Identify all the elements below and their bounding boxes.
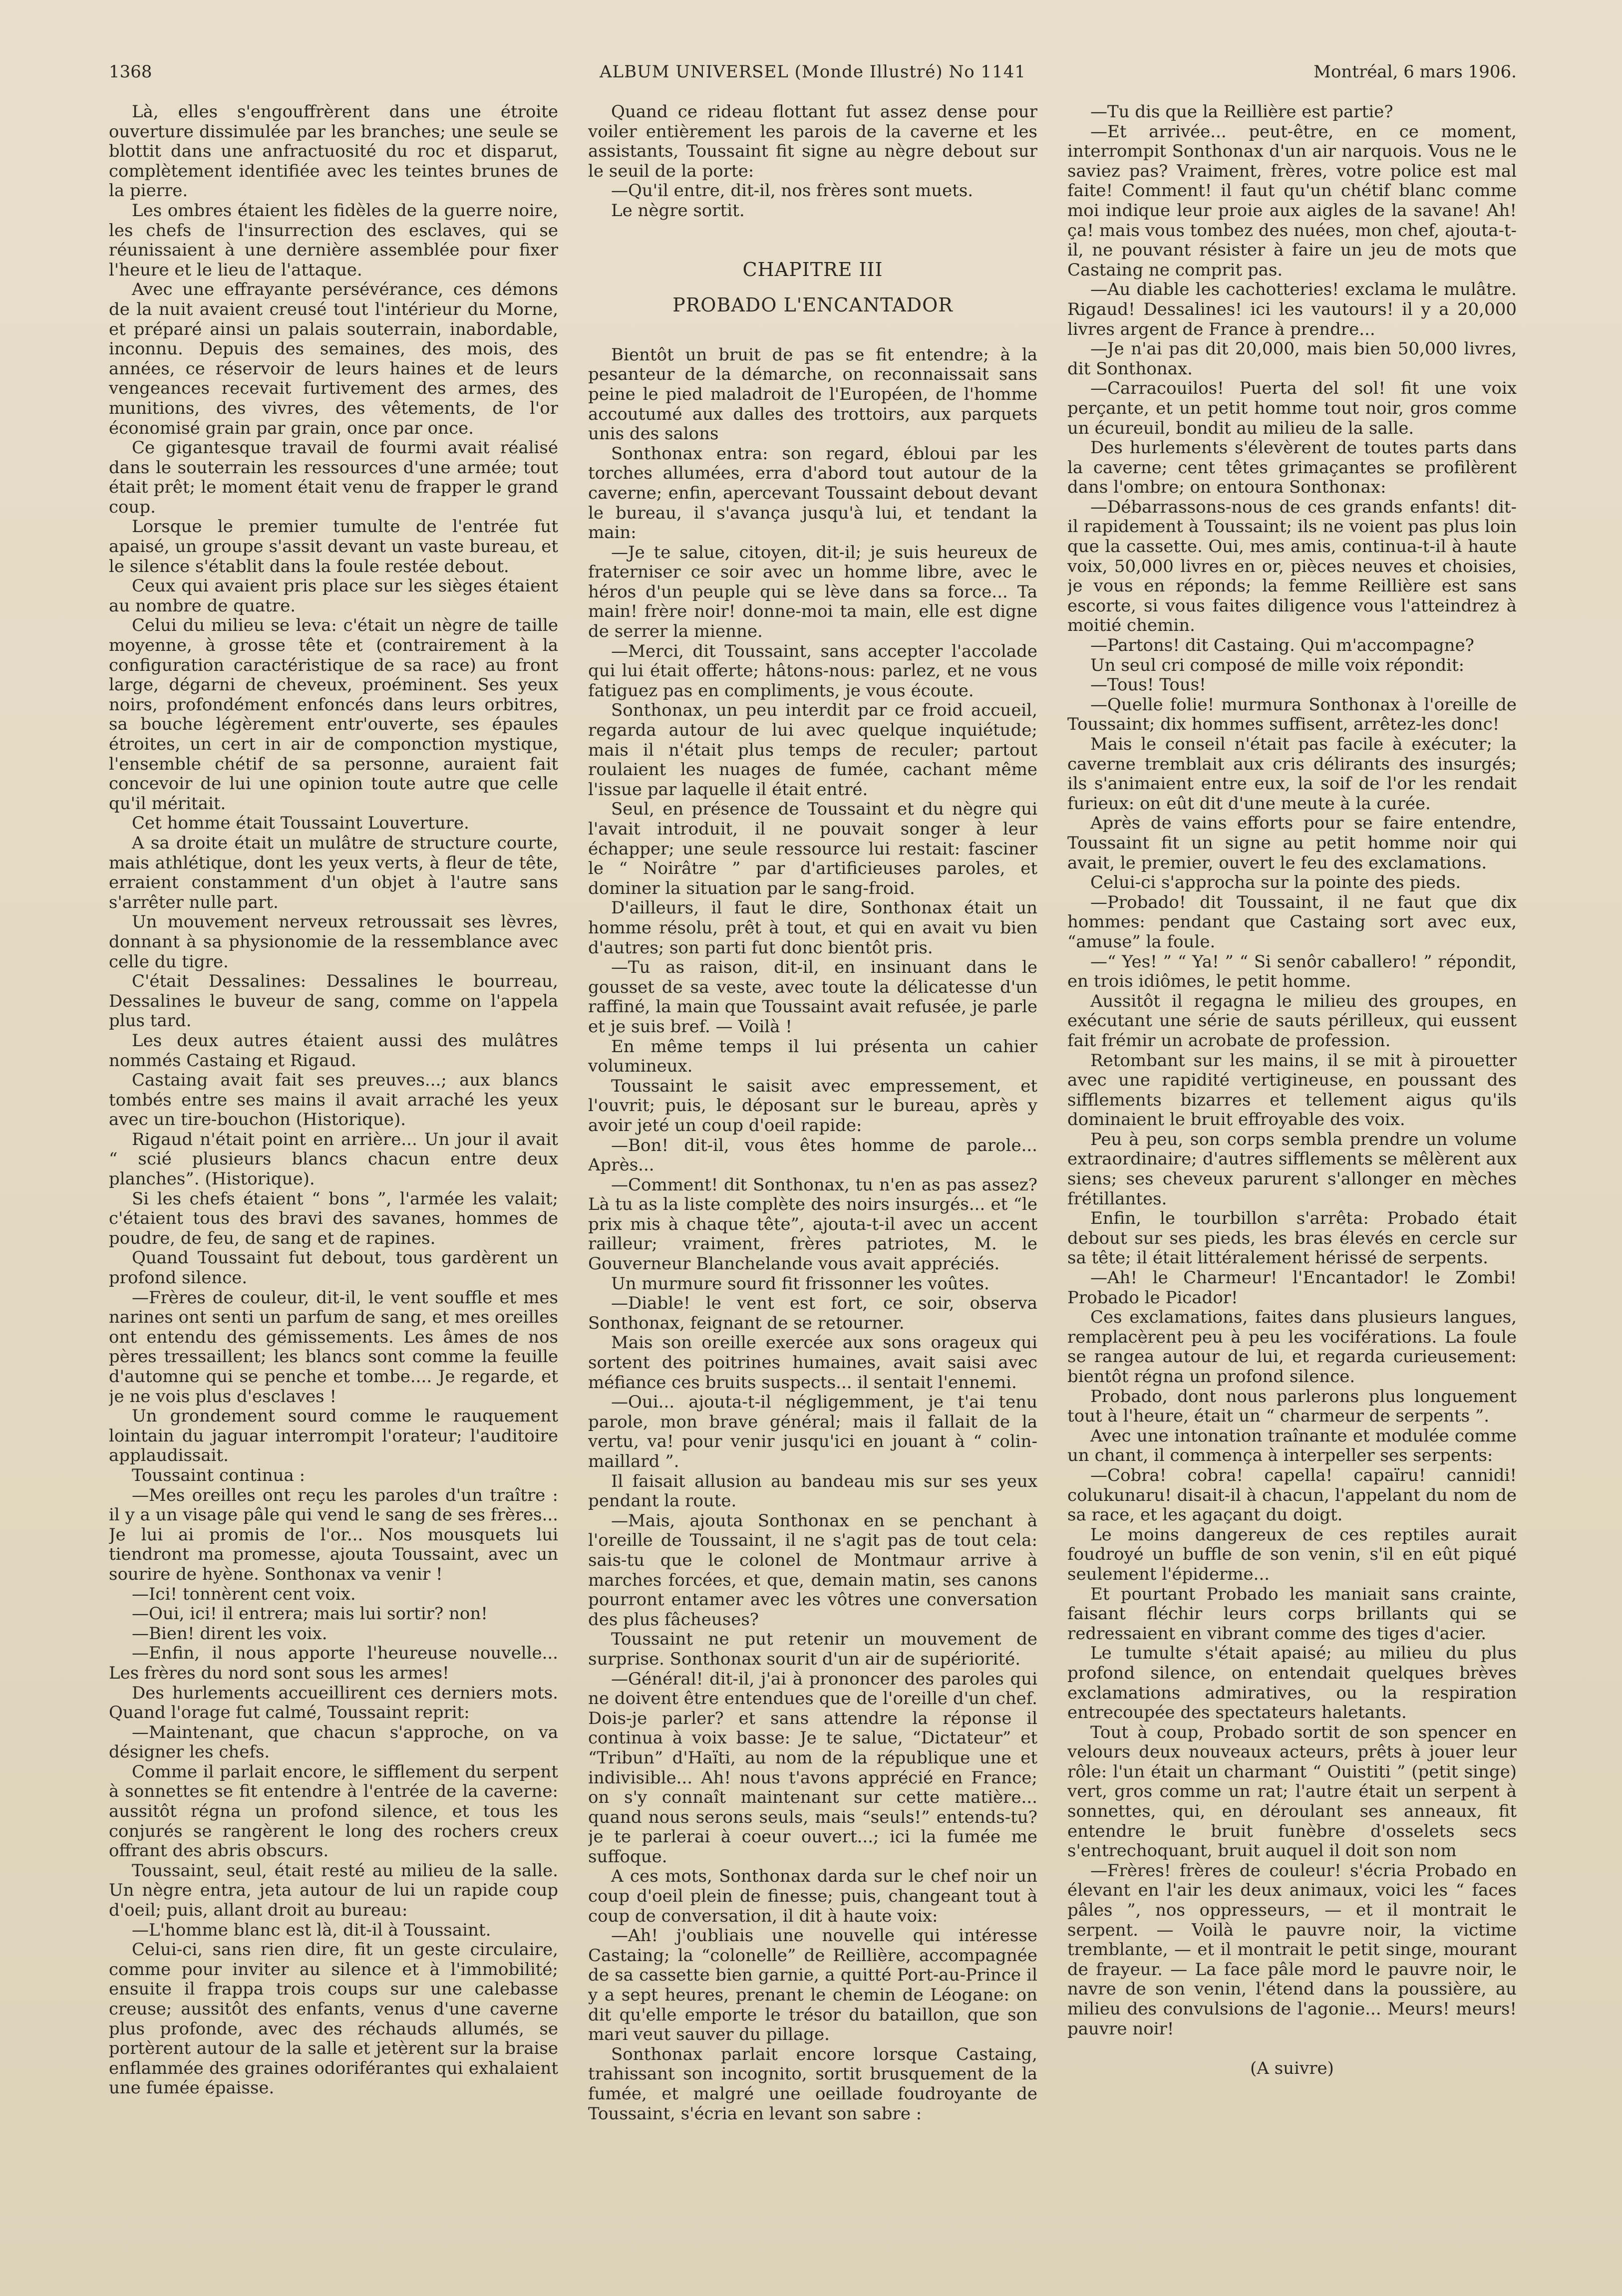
paragraph: Là, elles s'engouffrèrent dans une étroite ouverture dissimulée par les branches; une seule se blottit dans une anfractuosité du roc et disparut, complètement identifiée avec les teintes brunes de la pierre. (109, 102, 558, 201)
paragraph: —Tu as raison, dit-il, en insinuant dans le gousset de sa veste, avec toute la délicatesse d'un raffiné, la main que Toussaint avait refusée, je parle et je suis bref. — Voilà ! (588, 957, 1037, 1037)
paragraph: Toussaint le saisit avec empressement, et l'ouvrit; puis, le déposant sur le bureau, après y avoir jeté un coup d'oeil rapide: (588, 1076, 1037, 1136)
paragraph: Un seul cri composé de mille voix répondit: (1090, 655, 1465, 675)
paragraph: —Ah! j'oubliais une nouvelle qui intéresse Castaing; la “colonelle” de Reillière, accompagnée de sa cassette bien garnie, a quitté Port-au-Prince il y a sept heures, prenant le chemin de Léogane: on dit qu'elle emporte le trésor du bataillon, que son mari veut sauver du pillage. (588, 1926, 1037, 2045)
to-be-continued: (A suivre) (1250, 2058, 1334, 2079)
paragraph: —Enfin, il nous apporte l'heureuse nouvelle... Les frères du nord sont sous les armes! (109, 1643, 558, 1683)
paragraph: A ces mots, Sonthonax darda sur le chef noir un coup d'oeil plein de finesse; puis, changeant tout à coup de conversation, il dit à haute voix: (588, 1866, 1037, 1926)
paragraph: Un murmure sourd fit frissonner les voûtes. (611, 1273, 989, 1294)
paragraph: —Mes oreilles ont reçu les paroles d'un traître : il y a un visage pâle qui vend le sang de ses frères... Je lui ai promis de l'or... Nos mousquets lui tiendront ma promesse, ajouta Toussaint, avec un sourire de hyène. Sonthonax va venir ! (109, 1485, 558, 1584)
paragraph: Le moins dangereux de ces reptiles aurait foudroyé un buffle de son venin, s'il en eût piqué seulement l'épiderme... (1067, 1524, 1517, 1584)
paragraph: Tout à coup, Probado sortit de son spencer en velours deux nouveaux acteurs, prêts à jouer leur rôle: l'un était un charmant “ Ouistiti ” (petit singe) vert, gros comme un rat; l'autre était un serpent à sonnettes, qui, en déroulant ses anneaux, fit entendre le bruit funèbre d'osselets secs s'entrechoquant, bruit auquel il doit son nom (1067, 1722, 1517, 1861)
paragraph: —Frères! frères de couleur! s'écria Probado en élevant en l'air les deux animaux, voici les “ faces pâles ”, nos oppresseurs, — et il montrait le serpent. — Voilà le pauvre noir, la victime tremblante, — et il montrait le petit singe, mourant de frayeur. — La face pâle mord le pauvre noir, le navre de son venin, l'étend dans la poussière, au milieu des convulsions de l'agonie... Meurs! meurs! pauvre noir! (1067, 1860, 1517, 2039)
paragraph: Quand ce rideau flottant fut assez dense pour voiler entièrement les parois de la caverne et les assistants, Toussaint fit signe au nègre debout sur le seuil de la porte: (588, 102, 1037, 181)
paragraph: Toussaint ne put retenir un mouvement de surprise. Sonthonax sourit d'un air de supériorité. (588, 1629, 1037, 1669)
paragraph: Lorsque le premier tumulte de l'entrée fut apaisé, un groupe s'assit devant un vaste bureau, et le silence s'établit dans la foule restée debout. (109, 517, 558, 576)
paragraph: Bientôt un bruit de pas se fit entendre; à la pesanteur de la démarche, on reconnaissait sans peine le pied maladroit de l'Européen, de l'homme accoutumé aux dalles des trottoirs, aux parquets unis des salons (588, 344, 1037, 444)
paragraph: —Et arrivée... peut-être, en ce moment, interrompit Sonthonax d'un air narquois. Vous ne le saviez pas? Vraiment, frères, votre police est mal faite! Comment! il faut qu'un chétif blanc comme moi indique leur proie aux aigles de la savane! Ah! ça! mais vous tombez des nuées, mon chef, ajouta-t-il, ne pouvant résister à faire un jeu de mots que Castaing ne comprit pas. (1067, 121, 1517, 280)
paragraph: —Carracouilos! Puerta del sol! fit une voix perçante, et un petit homme tout noir, gros comme un écureuil, bondit au milieu de la salle. (1067, 378, 1517, 438)
paragraph: Quand Toussaint fut debout, tous gardèrent un profond silence. (109, 1248, 558, 1288)
publication-title: ALBUM UNIVERSEL (Monde Illustré) No 1141 (599, 62, 1026, 82)
paragraph: Le tumulte s'était apaisé; au milieu du plus profond silence, on entendait quelques brèves exclamations admiratives, ou la respiration entrecoupée des spectateurs haletants. (1067, 1643, 1517, 1723)
paragraph: —Mais, ajouta Sonthonax en se penchant à l'oreille de Toussaint, il ne s'agit pas de tout cela: sais-tu que le colonel de Montmaur arrive à marches forcées, et que, demain matin, ses canons pourront entamer avec les vôtres une conversation des plus fâcheuses? (588, 1510, 1037, 1630)
paragraph: —Partons! dit Castaing. Qui m'accompagne? (1090, 635, 1474, 656)
paragraph: Celui-ci, sans rien dire, fit un geste circulaire, comme pour inviter au silence et à l'immobilité; ensuite il frappa trois coups sur une calebasse creuse; aussitôt des enfants, venus d'une caverne plus profonde, avec des réchauds allumés, se portèrent autour de la salle et jetèrent sur la braise enflammée des graines odoriférantes qui exhalaient une fumée épaisse. (109, 1940, 558, 2098)
paragraph: —Au diable les cachotteries! exclama le mulâtre. Rigaud! Dessalines! ici les vautours! il y a 20,000 livres argent de France à prendre... (1067, 280, 1517, 339)
paragraph: Enfin, le tourbillon s'arrêta: Probado était debout sur ses pieds, les bras élevés en cercle sur sa tête; il était littéralement hérissé de serpents. (1067, 1208, 1517, 1268)
paragraph: Comme il parlait encore, le sifflement du serpent à sonnettes se fit entendre à l'entrée de la caverne: aussitôt régna un profond silence, et tous les conjurés se rangèrent le long des rochers creux offrant des abris obscurs. (109, 1761, 558, 1861)
paragraph: Avec une effrayante persévérance, ces démons de la nuit avaient creusé tout l'intérieur du Morne, et préparé ainsi un palais souterrain, inabordable, inconnu. Depuis des semaines, des mois, des années, ce réservoir de leurs haines et de leurs vengeances recevait furtivement des armes, des munitions, des vivres, des vêtements, de l'or économisé grain par grain, once par once. (109, 280, 558, 438)
paragraph: Mais le conseil n'était pas facile à exécuter; la caverne tremblait aux cris délirants des insurgés; ils s'animaient entre eux, la soif de l'or les rendait furieux: on eût dit d'une meute à la curée. (1067, 734, 1517, 814)
paragraph: —Merci, dit Toussaint, sans accepter l'accolade qui lui était offerte; hâtons-nous: parlez, et ne vous fatiguez pas en compliments, je vous écoute. (588, 641, 1037, 701)
paragraph: —“ Yes! ” “ Ya! ” “ Si senôr caballero! ” répondit, en trois idiômes, le petit homme. (1067, 951, 1517, 992)
paragraph: Retombant sur les mains, il se mit à pirouetter avec une rapidité vertigineuse, en poussant des sifflements bizarres et tellement aigus qu'ils dominaient le bruit effroyable des voix. (1067, 1050, 1517, 1130)
paragraph: —Oui... ajouta-t-il négligemment, je t'ai tenu parole, mon brave général; mais il fallait de la vertu, va! pour venir jusqu'ici en jouant à “ colin-maillard ”. (588, 1392, 1037, 1471)
paragraph: —Comment! dit Sonthonax, tu n'en as pas assez? Là tu as la liste complète des noirs insurgés... et “le prix mis à chaque tête”, ajouta-t-il avec un accent railleur; vraiment, frères patriotes, M. le Gouverneur Blanchelande vous avait appréciés. (588, 1174, 1037, 1274)
paragraph: —Maintenant, que chacun s'approche, on va désigner les chefs. (109, 1722, 558, 1762)
paragraph: Sonthonax, un peu interdit par ce froid accueil, regarda autour de lui avec quelque inquiétude; mais il n'était plus temps de reculer; partout roulaient les nuages de fumée, cachant même l'issue par laquelle il était entré. (588, 700, 1037, 800)
paragraph: Aussitôt il regagna le milieu des groupes, en exécutant une série de sauts périlleux, qui eussent fait frémir un acrobate de profession. (1067, 991, 1517, 1051)
chapter-title: PROBADO L'ENCANTADOR (672, 294, 953, 316)
paragraph: Les ombres étaient les fidèles de la guerre noire, les chefs de l'insurrection des esclaves, qui se réunissaient à une dernière assemblée pour fixer l'heure et le lieu de l'attaque. (109, 200, 558, 280)
paragraph: Castaing avait fait ses preuves...; aux blancs tombés entre ses mains il avait arraché les yeux avec un tire-bouchon (Historique). (109, 1070, 558, 1130)
paragraph: Ces exclamations, faites dans plusieurs langues, remplacèrent peu à peu les vociférations. La foule se rangea autour de lui, et regarda curieusement: bientôt régna un profond silence. (1067, 1307, 1517, 1387)
paragraph: —Oui, ici! il entrera; mais lui sortir? non! (132, 1604, 488, 1624)
paragraph: —Je te salue, citoyen, dit-il; je suis heureux de fraterniser ce soir avec un homme libre, avec le héros d'un peuple qui se lève dans sa force... Ta main! frère noir! donne-moi ta main, elle est digne de serrer la mienne. (588, 542, 1037, 642)
paragraph: Toussaint, seul, était resté au milieu de la salle. Un nègre entra, jeta autour de lui un rapide coup d'oeil; puis, allant droit au bureau: (109, 1860, 558, 1921)
paragraph: Le nègre sortit. (611, 200, 745, 221)
paragraph: Il faisait allusion au bandeau mis sur ses yeux pendant la route. (588, 1471, 1037, 1511)
column-1 (109, 102, 558, 2246)
article-columns (109, 102, 1517, 2246)
paragraph: Des hurlements accueillirent ces derniers mots. Quand l'orage fut calmé, Toussaint reprit: (109, 1683, 558, 1723)
paragraph: Peu à peu, son corps sembla prendre un volume extraordinaire; d'autres sifflements se mêlèrent aux siens; ses cheveux parurent s'allonger en mèches frétillantes. (1067, 1129, 1517, 1209)
paragraph: —Qu'il entre, dit-il, nos frères sont muets. (611, 181, 973, 201)
page-number: 1368 (109, 62, 152, 82)
paragraph: Les deux autres étaient aussi des mulâtres nommés Castaing et Rigaud. (109, 1030, 558, 1071)
paragraph: Après de vains efforts pour se faire entendre, Toussaint fit un signe au petit homme noir qui avait, le premier, ouvert le feu des exclamations. (1067, 813, 1517, 873)
paragraph: Avec une intonation traînante et modulée comme un chant, il commença à interpeller ses serpents: (1067, 1426, 1517, 1466)
paragraph: —Cobra! cobra! capella! capaïru! cannidi! colukunaru! disait-il à chacun, l'appelant du nom de sa race, et les agaçant du doigt. (1067, 1465, 1517, 1525)
paragraph: En même temps il lui présenta un cahier volumineux. (588, 1036, 1037, 1077)
paragraph: Sonthonax parlait encore lorsque Castaing, trahissant son incognito, sortit brusquement de la fumée, et malgré une oeillade foudroyante de Toussaint, s'écria en levant son sabre : (588, 2044, 1037, 2124)
paragraph: —Frères de couleur, dit-il, le vent souffle et mes narines ont senti un parfum de sang, et mes oreilles ont entendu des gémissements. Les âmes de nos pères tressaillent; les blancs sont comme la feuille d'automne qui se penche et tombe.... Je regarde, et je ne vois plus d'esclaves ! (109, 1287, 558, 1407)
paragraph: D'ailleurs, il faut le dire, Sonthonax était un homme résolu, prêt à tout, et qui en avait vu bien d'autres; son parti fut donc bientôt pris. (588, 898, 1037, 958)
paragraph: Un mouvement nerveux retroussait ses lèvres, donnant à sa physionomie de la ressemblance avec celle du tigre. (109, 912, 558, 972)
paragraph: Et pourtant Probado les maniait sans crainte, faisant fléchir leurs corps brillants qui se redressaient en vibrant comme des tiges d'acier. (1067, 1584, 1517, 1644)
paragraph: —Bien! dirent les voix. (132, 1623, 327, 1644)
paragraph: —Bon! dit-il, vous êtes homme de parole... Après... (588, 1135, 1037, 1175)
paragraph: —L'homme blanc est là, dit-il à Toussaint. (132, 1920, 491, 1940)
paragraph: Seul, en présence de Toussaint et du nègre qui l'avait introduit, il ne pouvait songer à leur échapper; une seule ressource lui restait: fasciner le “ Noirâtre ” par d'artificieuses paroles, et dominer la situation par le sang-froid. (588, 799, 1037, 898)
paragraph: —Général! dit-il, j'ai à prononcer des paroles qui ne doivent être entendues que de l'oreille d'un chef. Dois-je parler? et sans attendre la réponse il continua à voix basse: Je te salue, “Dictateur” et “Tribun” d'Haïti, au nom de la république une et indivisible... Ah! nous t'avons apprécié en France; on s'y connaît maintenant sur cette matière... quand nous serons seuls, mais “seuls!” entends-tu? je te parlerai à coeur ouvert...; ici la fumée me suffoque. (588, 1669, 1037, 1867)
paragraph: Sonthonax entra: son regard, ébloui par les torches allumées, erra d'abord tout autour de la caverne; enfin, apercevant Toussaint debout devant le bureau, il s'avança jusqu'à lui, et tendant la main: (588, 443, 1037, 543)
paragraph: —Je n'ai pas dit 20,000, mais bien 50,000 livres, dit Sonthonax. (1067, 339, 1517, 379)
column-3 (1067, 102, 1517, 2246)
paragraph: Mais son oreille exercée aux sons orageux qui sortent des poitrines humaines, avait saisi avec méfiance ces bruits suspects... il sentait l'ennemi. (588, 1333, 1037, 1393)
chapter-heading: CHAPITRE III (742, 258, 883, 281)
page-header (109, 57, 1517, 87)
paragraph: Ceux qui avaient pris place sur les sièges étaient au nombre de quatre. (109, 576, 558, 616)
paragraph: —Ah! le Charmeur! l'Encantador! le Zombi! Probado le Picador! (1067, 1268, 1517, 1308)
paragraph: Un grondement sourd comme le rauquement lointain du jaguar interrompit l'orateur; l'auditoire applaudissait. (109, 1406, 558, 1466)
paragraph: Des hurlements s'élevèrent de toutes parts dans la caverne; cent têtes grimaçantes se profilèrent dans l'ombre; on entoura Sonthonax: (1067, 438, 1517, 498)
dateline: Montréal, 6 mars 1906. (1313, 62, 1517, 82)
paragraph: Cet homme était Toussaint Louverture. (132, 813, 469, 834)
paragraph: —Ici! tonnèrent cent voix. (132, 1584, 356, 1604)
paragraph: Ce gigantesque travail de fourmi avait réalisé dans le souterrain les ressources d'une armée; tout était prêt; le moment était venu de frapper le grand coup. (109, 438, 558, 517)
paragraph: —Diable! le vent est fort, ce soir, observa Sonthonax, feignant de se retourner. (588, 1293, 1037, 1333)
paragraph: Celui du milieu se leva: c'était un nègre de taille moyenne, à grosse tête et (contrairement à la configuration caractéristique de sa race) au front large, dégarni de cheveux, proéminent. Ses yeux noirs, profondément enfoncés dans leurs orbitres, sa bouche légèrement entr'ouverte, ses épaules étroites, un cert in air de componction mystique, l'ensemble chétif de sa personne, auraient fait concevoir de lui une opinion toute autre que celle qu'il méritait. (109, 615, 558, 814)
paragraph: C'était Dessalines: Dessalines le bourreau, Dessalines le buveur de sang, comme on l'appela plus tard. (109, 971, 558, 1031)
paragraph: —Quelle folie! murmura Sonthonax à l'oreille de Toussaint; dix hommes suffisent, arrêtez-les donc! (1067, 694, 1517, 735)
paragraph: —Tous! Tous! (1090, 675, 1206, 695)
paragraph: Rigaud n'était point en arrière... Un jour il avait “ scié plusieurs blancs chacun entre deux planches”. (Historique). (109, 1129, 558, 1189)
paragraph: —Tu dis que la Reillière est partie? (1090, 102, 1393, 122)
paragraph: A sa droite était un mulâtre de structure courte, mais athlétique, dont les yeux verts, à fleur de tête, erraient constamment d'un objet à l'autre sans s'arrêter nulle part. (109, 833, 558, 912)
paragraph: —Probado! dit Toussaint, il ne faut que dix hommes: pendant que Castaing sort avec eux, “amuse” la foule. (1067, 892, 1517, 952)
column-2 (588, 102, 1037, 2246)
paragraph: Toussaint continua : (132, 1465, 306, 1485)
paragraph: Si les chefs étaient “ bons ”, l'armée les valait; c'étaient tous des bravi des savanes, hommes de poudre, de feu, de sang et de rapines. (109, 1188, 558, 1248)
paragraph: Celui-ci s'approcha sur la pointe des pieds. (1090, 872, 1461, 893)
paragraph: Probado, dont nous parlerons plus longuement tout à l'heure, était un “ charmeur de serpents ”. (1067, 1386, 1517, 1427)
paragraph: —Débarrassons-nous de ces grands enfants! dit-il rapidement à Toussaint; ils ne voient pas plus loin que la cassette. Oui, mes amis, continua-t-il à haute voix, 50,000 livres en or, pièces neuves et choisies, je vous en réponds; la femme Reillière est sans escorte, si vous faites diligence vous l'atteindrez à moitié chemin. (1067, 497, 1517, 636)
